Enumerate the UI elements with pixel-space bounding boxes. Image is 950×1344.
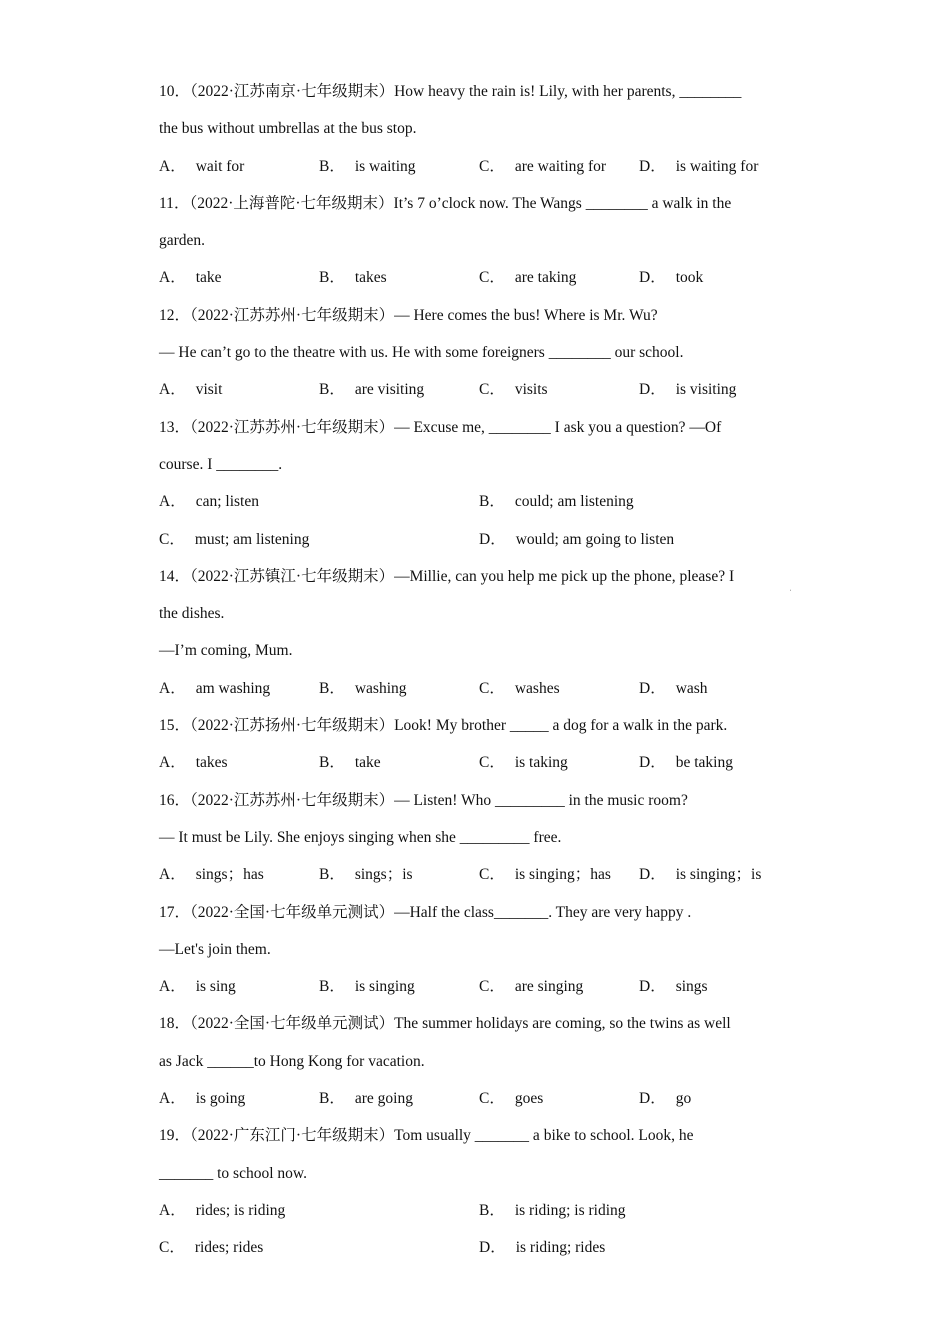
option-letter: A． bbox=[159, 866, 186, 884]
option-letter: A． bbox=[159, 978, 186, 996]
option-text: wait for bbox=[195, 157, 245, 175]
option-letter: A． bbox=[159, 381, 186, 399]
question-number-separator: ． bbox=[174, 1127, 191, 1145]
question-stem bbox=[159, 1122, 799, 1159]
option-a[interactable] bbox=[159, 153, 319, 190]
option-text: rides; rides bbox=[194, 1239, 264, 1257]
options-row bbox=[159, 1197, 799, 1234]
question-text: garden. bbox=[159, 232, 206, 250]
option-letter: B． bbox=[319, 754, 345, 772]
option-letter: B． bbox=[319, 978, 345, 996]
option-letter: C． bbox=[159, 1239, 185, 1257]
option-letter: C． bbox=[159, 530, 185, 548]
stray-mark: ˌ bbox=[789, 581, 792, 591]
option-c[interactable] bbox=[479, 973, 639, 1010]
question-number-separator: ． bbox=[174, 83, 191, 100]
question-number: 15 bbox=[159, 717, 175, 735]
question-stem-continued bbox=[159, 227, 799, 264]
option-letter: B． bbox=[319, 679, 345, 697]
question-number-separator: ． bbox=[174, 306, 191, 324]
option-text: sings bbox=[675, 978, 708, 996]
option-letter: D． bbox=[639, 754, 666, 772]
option-letter: C． bbox=[479, 978, 505, 996]
option-b[interactable] bbox=[319, 861, 479, 898]
options-row bbox=[159, 675, 799, 712]
option-c[interactable] bbox=[479, 376, 639, 413]
option-letter: D． bbox=[639, 866, 666, 884]
option-b[interactable] bbox=[319, 376, 479, 413]
option-text: am washing bbox=[195, 679, 271, 697]
option-text: could; am listening bbox=[514, 493, 634, 511]
option-text: is riding; rides bbox=[515, 1239, 606, 1257]
options-row bbox=[159, 861, 799, 898]
option-a[interactable] bbox=[159, 488, 479, 525]
option-a[interactable] bbox=[159, 861, 319, 898]
question-text: It’s 7 o’clock now. The Wangs ________ a walk in the bbox=[393, 194, 732, 212]
question-stem bbox=[159, 899, 799, 936]
question-number: 11 bbox=[159, 194, 174, 212]
option-b[interactable] bbox=[479, 488, 799, 525]
option-a[interactable] bbox=[159, 749, 319, 786]
question-number-separator: ． bbox=[174, 717, 191, 735]
question-stem-continued bbox=[159, 451, 799, 488]
option-text: is waiting for bbox=[675, 157, 759, 175]
question-stem bbox=[159, 78, 799, 115]
options-row bbox=[159, 376, 799, 413]
option-text: is going bbox=[195, 1090, 246, 1108]
option-d[interactable] bbox=[639, 376, 799, 413]
question-source: （2022·江苏苏州·七年级期末） bbox=[190, 306, 395, 324]
question-number-separator: ． bbox=[174, 567, 191, 585]
option-text: are waiting for bbox=[514, 157, 607, 175]
option-a[interactable] bbox=[159, 376, 319, 413]
question-number-separator: ． bbox=[174, 903, 191, 921]
option-a[interactable] bbox=[159, 1085, 319, 1122]
question-text: course. I ________. bbox=[159, 455, 283, 473]
option-text: rides; is riding bbox=[195, 1201, 286, 1219]
option-text: took bbox=[675, 269, 704, 287]
option-text: sings；is bbox=[354, 866, 413, 884]
options-row bbox=[159, 973, 799, 1010]
option-text: is visiting bbox=[675, 381, 737, 399]
question-10 bbox=[159, 78, 799, 190]
question-19 bbox=[159, 1122, 799, 1271]
question-text: — Listen! Who _________ in the music room? bbox=[394, 791, 688, 809]
question-stem-continued bbox=[159, 1160, 799, 1197]
question-text: —Half the class_______. They are very happy . bbox=[394, 903, 692, 921]
option-text: take bbox=[354, 754, 381, 772]
option-d[interactable] bbox=[639, 675, 799, 712]
option-text: visits bbox=[514, 381, 548, 399]
question-text: The summer holidays are coming, so the twins as well bbox=[394, 1015, 731, 1033]
question-source: （2022·上海普陀·七年级期末） bbox=[189, 194, 394, 212]
option-text: must; am listening bbox=[194, 530, 310, 548]
option-b[interactable] bbox=[319, 1085, 479, 1122]
question-number-separator: ． bbox=[174, 418, 191, 436]
question-text: Tom usually _______ a bike to school. Look, he bbox=[394, 1127, 694, 1145]
option-letter: D． bbox=[639, 157, 666, 175]
question-stem bbox=[159, 1010, 799, 1047]
option-letter: B． bbox=[319, 269, 345, 287]
option-letter: C． bbox=[479, 679, 505, 697]
question-text: —Millie, can you help me pick up the phone, please? I bbox=[394, 567, 735, 585]
option-text: takes bbox=[195, 754, 228, 772]
option-letter: A． bbox=[159, 1201, 186, 1219]
option-b[interactable] bbox=[319, 264, 479, 301]
option-text: are taking bbox=[514, 269, 577, 287]
question-number: 16 bbox=[159, 791, 175, 809]
option-letter: A． bbox=[159, 754, 186, 772]
question-text: — He can’t go to the theatre with us. He with some foreigners ________ our school. bbox=[159, 344, 684, 362]
question-13 bbox=[159, 414, 799, 563]
option-letter: C． bbox=[479, 269, 505, 287]
option-letter: C． bbox=[479, 381, 505, 399]
option-c[interactable] bbox=[479, 1085, 639, 1122]
question-text: as Jack ______to Hong Kong for vacation. bbox=[159, 1052, 425, 1070]
option-text: is singing bbox=[354, 978, 415, 996]
option-b[interactable] bbox=[319, 973, 479, 1010]
option-c[interactable] bbox=[479, 153, 639, 190]
option-letter: D． bbox=[639, 679, 666, 697]
question-15 bbox=[159, 712, 799, 787]
option-a[interactable] bbox=[159, 264, 319, 301]
option-d[interactable] bbox=[639, 749, 799, 786]
option-text: is taking bbox=[514, 754, 568, 772]
question-stem bbox=[159, 563, 799, 600]
option-letter: A． bbox=[159, 493, 186, 511]
question-text: How heavy the rain is! Lily, with her parents, ________ bbox=[394, 83, 742, 100]
question-source: （2022·广东江门·七年级期末） bbox=[190, 1127, 395, 1145]
options-row bbox=[159, 1085, 799, 1122]
option-letter: D． bbox=[479, 1239, 506, 1257]
question-16 bbox=[159, 787, 799, 899]
option-letter: B． bbox=[319, 157, 345, 175]
question-source: （2022·全国·七年级单元测试） bbox=[190, 903, 395, 921]
question-text: Look! My brother _____ a dog for a walk in the park. bbox=[394, 717, 728, 735]
option-letter: C． bbox=[479, 754, 505, 772]
question-text: _______ to school now. bbox=[159, 1164, 307, 1182]
option-text: is sing bbox=[195, 978, 236, 996]
option-letter: A． bbox=[159, 157, 186, 175]
question-number-separator: ． bbox=[173, 194, 190, 212]
option-letter: B． bbox=[319, 1090, 345, 1108]
question-source: （2022·江苏镇江·七年级期末） bbox=[190, 567, 395, 585]
question-stem-continued bbox=[159, 936, 799, 973]
question-number: 17 bbox=[159, 903, 175, 921]
option-letter: C． bbox=[479, 1090, 505, 1108]
option-text: is waiting bbox=[354, 157, 416, 175]
option-text: can; listen bbox=[195, 493, 259, 511]
option-letter: B． bbox=[479, 493, 505, 511]
option-text: takes bbox=[354, 269, 387, 287]
question-stem bbox=[159, 712, 799, 749]
question-14 bbox=[159, 563, 799, 712]
option-text: washing bbox=[354, 679, 407, 697]
question-17 bbox=[159, 899, 799, 1011]
option-letter: B． bbox=[319, 381, 345, 399]
option-a[interactable] bbox=[159, 973, 319, 1010]
option-text: is singing；has bbox=[514, 866, 611, 884]
option-text: take bbox=[195, 269, 222, 287]
question-stem-continued bbox=[159, 115, 799, 152]
option-d[interactable] bbox=[479, 526, 799, 563]
option-b[interactable] bbox=[479, 1197, 799, 1234]
option-d[interactable] bbox=[639, 153, 799, 190]
option-letter: A． bbox=[159, 269, 186, 287]
option-d[interactable] bbox=[479, 1234, 799, 1271]
question-number: 18 bbox=[159, 1015, 175, 1033]
question-stem-continued bbox=[159, 339, 799, 376]
question-text: —Let's join them. bbox=[159, 940, 271, 958]
option-c[interactable] bbox=[479, 861, 639, 898]
question-text: — It must be Lily. She enjoys singing when she _________ free. bbox=[159, 828, 562, 846]
option-text: is singing；is bbox=[675, 866, 762, 884]
option-letter: D． bbox=[639, 978, 666, 996]
option-text: goes bbox=[514, 1090, 544, 1108]
question-source: （2022·江苏苏州·七年级期末） bbox=[190, 418, 395, 436]
option-letter: B． bbox=[479, 1201, 505, 1219]
question-source: （2022·全国·七年级单元测试） bbox=[190, 1015, 395, 1033]
option-letter: A． bbox=[159, 679, 186, 697]
option-c[interactable] bbox=[479, 749, 639, 786]
question-stem-continued bbox=[159, 824, 799, 861]
option-text: go bbox=[675, 1090, 692, 1108]
question-12 bbox=[159, 302, 799, 414]
option-b[interactable] bbox=[319, 153, 479, 190]
question-number: 19 bbox=[159, 1127, 175, 1145]
question-text: the dishes. bbox=[159, 605, 225, 623]
options-row bbox=[159, 153, 799, 190]
option-d[interactable] bbox=[639, 1085, 799, 1122]
question-stem bbox=[159, 190, 799, 227]
option-text: are visiting bbox=[354, 381, 425, 399]
option-text: is riding; is riding bbox=[514, 1201, 626, 1219]
option-text: wash bbox=[675, 679, 708, 697]
question-source: （2022·江苏扬州·七年级期末） bbox=[190, 717, 395, 735]
option-text: sings；has bbox=[195, 866, 264, 884]
question-stem-continued bbox=[159, 637, 799, 674]
option-d[interactable] bbox=[639, 264, 799, 301]
option-b[interactable] bbox=[319, 749, 479, 786]
question-stem bbox=[159, 414, 799, 451]
option-letter: D． bbox=[639, 381, 666, 399]
question-stem bbox=[159, 302, 799, 339]
question-number-separator: ． bbox=[174, 791, 191, 809]
question-stem-continued bbox=[159, 600, 799, 637]
option-text: are going bbox=[354, 1090, 413, 1108]
options-row bbox=[159, 749, 799, 786]
option-d[interactable] bbox=[639, 861, 799, 898]
question-stem-continued bbox=[159, 1048, 799, 1085]
option-b[interactable] bbox=[319, 675, 479, 712]
question-number: 10 bbox=[159, 83, 175, 100]
option-d[interactable] bbox=[639, 973, 799, 1010]
exercise-page bbox=[159, 78, 799, 1272]
option-letter: D． bbox=[639, 1090, 666, 1108]
question-text: — Here comes the bus! Where is Mr. Wu? bbox=[394, 306, 658, 324]
options-row bbox=[159, 1234, 799, 1271]
question-number: 14 bbox=[159, 567, 175, 585]
option-c[interactable] bbox=[159, 526, 479, 563]
option-letter: C． bbox=[479, 157, 505, 175]
question-text: the bus without umbrellas at the bus stop. bbox=[159, 120, 417, 138]
question-number: 12 bbox=[159, 306, 175, 324]
option-c[interactable] bbox=[479, 264, 639, 301]
option-a[interactable] bbox=[159, 675, 319, 712]
question-number-separator: ． bbox=[174, 1015, 191, 1033]
question-text: —I’m coming, Mum. bbox=[159, 642, 293, 660]
option-letter: C． bbox=[479, 866, 505, 884]
question-source: （2022·江苏苏州·七年级期末） bbox=[190, 791, 395, 809]
option-text: would; am going to listen bbox=[515, 530, 675, 548]
option-text: are singing bbox=[514, 978, 584, 996]
option-a[interactable] bbox=[159, 1197, 479, 1234]
question-18 bbox=[159, 1010, 799, 1122]
option-text: be taking bbox=[675, 754, 733, 772]
option-letter: D． bbox=[479, 530, 506, 548]
option-letter: A． bbox=[159, 1090, 186, 1108]
option-letter: B． bbox=[319, 866, 345, 884]
options-row bbox=[159, 488, 799, 525]
option-letter: D． bbox=[639, 269, 666, 287]
options-row bbox=[159, 264, 799, 301]
question-11 bbox=[159, 190, 799, 302]
question-text: — Excuse me, ________ I ask you a question? —Of bbox=[394, 418, 722, 436]
question-number: 13 bbox=[159, 418, 175, 436]
options-row bbox=[159, 526, 799, 563]
option-c[interactable] bbox=[479, 675, 639, 712]
question-source: （2022·江苏南京·七年级期末） bbox=[190, 83, 395, 100]
option-text: washes bbox=[514, 679, 560, 697]
option-c[interactable] bbox=[159, 1234, 479, 1271]
option-text: visit bbox=[195, 381, 223, 399]
question-stem bbox=[159, 787, 799, 824]
